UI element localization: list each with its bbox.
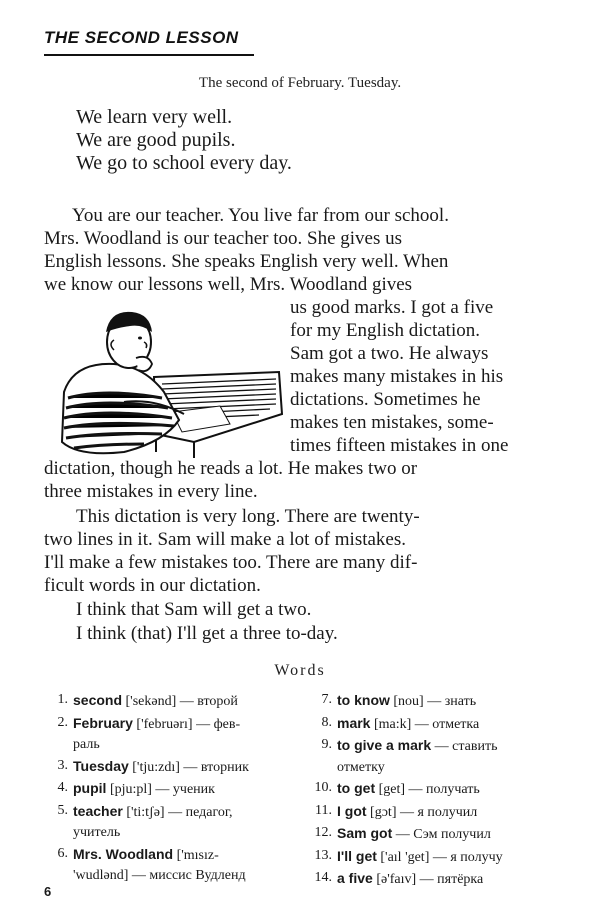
paragraph-line: ficult words in our dictation. — [44, 575, 261, 596]
paragraph-line: us good marks. I got a five — [290, 297, 494, 318]
vocab-definition: [ə'faıv] — пятёрка — [372, 872, 484, 887]
vocab-definition: ['februərı] — фев- — [132, 716, 241, 732]
vocab-entry — [308, 801, 568, 824]
vocab-entry — [308, 846, 568, 869]
intro-line: We go to school every day. — [76, 152, 292, 174]
paragraph-line: makes ten mistakes, some- — [290, 412, 494, 433]
vocab-definition-continued: отметку — [337, 759, 385, 775]
paragraph-line: times fifteen mistakes in one — [290, 435, 509, 456]
vocab-definition-continued: учитель — [73, 825, 121, 840]
vocab-word: February — [73, 714, 133, 731]
vocab-number: 9. — [321, 737, 332, 752]
vocab-number: 8. — [321, 714, 332, 730]
vocab-word: pupil — [73, 780, 107, 796]
paragraph-line: dictations. Sometimes he — [290, 389, 481, 410]
vocab-word: Sam got — [337, 825, 393, 841]
vocab-definition: ['mısız- — [173, 847, 219, 863]
paragraph-line: You are our teacher. You live far from our school. — [72, 205, 449, 226]
vocab-number: 13. — [314, 847, 332, 863]
vocab-number: 3. — [57, 757, 68, 773]
lesson-title: THE SECOND LESSON — [44, 28, 239, 47]
vocab-word: Mrs. Woodland — [73, 845, 174, 862]
vocab-entry — [44, 844, 300, 887]
vocab-definition: [ma:k] — отметка — [370, 716, 480, 732]
vocab-word: to get — [337, 780, 376, 796]
boy-writing-illustration — [44, 302, 284, 462]
vocab-number: 14. — [314, 870, 332, 885]
page-number: 6 — [44, 884, 52, 899]
vocab-definition-continued: раль — [73, 737, 100, 752]
vocab-entry — [308, 690, 568, 713]
paragraph-line: we know our lessons well, Mrs. Woodland gives — [44, 274, 413, 295]
vocab-definition: ['sekənd] — второй — [122, 694, 238, 709]
vocab-entry — [44, 756, 300, 779]
vocab-definition: — Сэм получил — [392, 827, 491, 842]
vocab-definition: — ставить — [431, 739, 498, 754]
paragraph-line: for my English dictation. — [290, 320, 480, 341]
vocabulary-left-column — [44, 690, 300, 887]
vocab-number: 6. — [57, 845, 68, 861]
vocab-number: 10. — [314, 780, 332, 795]
paragraph-line: Mrs. Woodland is our teacher too. She gives us — [44, 228, 403, 249]
vocab-definition: ['ti:tʃə] — педагог, — [122, 804, 233, 820]
vocabulary-right-column — [308, 690, 568, 891]
vocab-entry — [308, 823, 568, 846]
vocab-word: I got — [337, 802, 367, 819]
paragraph-line: dictation, though he reads a lot. He makes two or — [44, 458, 418, 479]
vocab-word: second — [73, 692, 123, 708]
vocab-definition: [gɔt] — я получил — [366, 804, 478, 820]
vocab-entry — [308, 713, 568, 736]
closing-line: I think (that) I'll get a three to-day. — [76, 623, 338, 644]
vocab-number: 11. — [315, 802, 332, 818]
vocab-entry — [44, 713, 300, 756]
vocab-definition: ['tju:zdı] — вторник — [128, 759, 249, 775]
vocab-word: mark — [337, 714, 371, 731]
paragraph-line: Sam got a two. He always — [290, 343, 489, 364]
closing-line: I think that Sam will get a two. — [76, 599, 312, 620]
intro-block — [76, 106, 292, 175]
vocab-word: to give a mark — [337, 737, 432, 753]
vocab-word: teacher — [73, 802, 123, 819]
vocab-definition: ['aıl 'get] — я получу — [376, 849, 503, 865]
vocab-definition: [nou] — знать — [389, 694, 477, 709]
lesson-header — [44, 28, 254, 56]
vocab-entry — [44, 778, 300, 801]
vocab-number: 4. — [57, 780, 68, 795]
vocab-entry — [44, 801, 300, 844]
words-heading: Words — [274, 662, 326, 679]
vocab-number: 2. — [57, 714, 68, 730]
vocab-word: I'll get — [337, 847, 377, 864]
vocab-number: 7. — [321, 692, 332, 707]
vocab-entry — [44, 690, 300, 713]
title-underline — [44, 54, 254, 56]
paragraph-line: makes many mistakes in his — [290, 366, 504, 387]
vocab-definition: [pju:pl] — ученик — [106, 782, 215, 797]
paragraph-line: English lessons. She speaks English very well. When — [44, 251, 449, 272]
dateline: The second of February. Tuesday. — [198, 75, 402, 91]
paragraph-line: I'll make a few mistakes too. There are many dif- — [44, 552, 418, 573]
vocab-number: 1. — [57, 692, 68, 707]
vocab-word: a five — [337, 870, 373, 886]
paragraph-line: two lines in it. Sam will make a lot of mistakes. — [44, 529, 407, 550]
vocab-entry — [308, 868, 568, 891]
paragraph-line: three mistakes in every line. — [44, 481, 258, 502]
vocab-entry — [308, 735, 568, 778]
vocab-definition-continued: 'wudlənd] — миссис Вудленд — [73, 868, 246, 883]
vocab-definition: [get] — получать — [375, 782, 480, 797]
paragraph-line: This dictation is very long. There are twenty- — [76, 506, 420, 527]
intro-line: We learn very well. — [76, 106, 233, 128]
vocab-number: 12. — [314, 825, 332, 840]
vocab-entry — [308, 778, 568, 801]
intro-line: We are good pupils. — [76, 129, 236, 151]
vocab-word: to know — [337, 692, 390, 708]
vocab-word: Tuesday — [73, 757, 129, 774]
vocab-number: 5. — [57, 802, 68, 818]
